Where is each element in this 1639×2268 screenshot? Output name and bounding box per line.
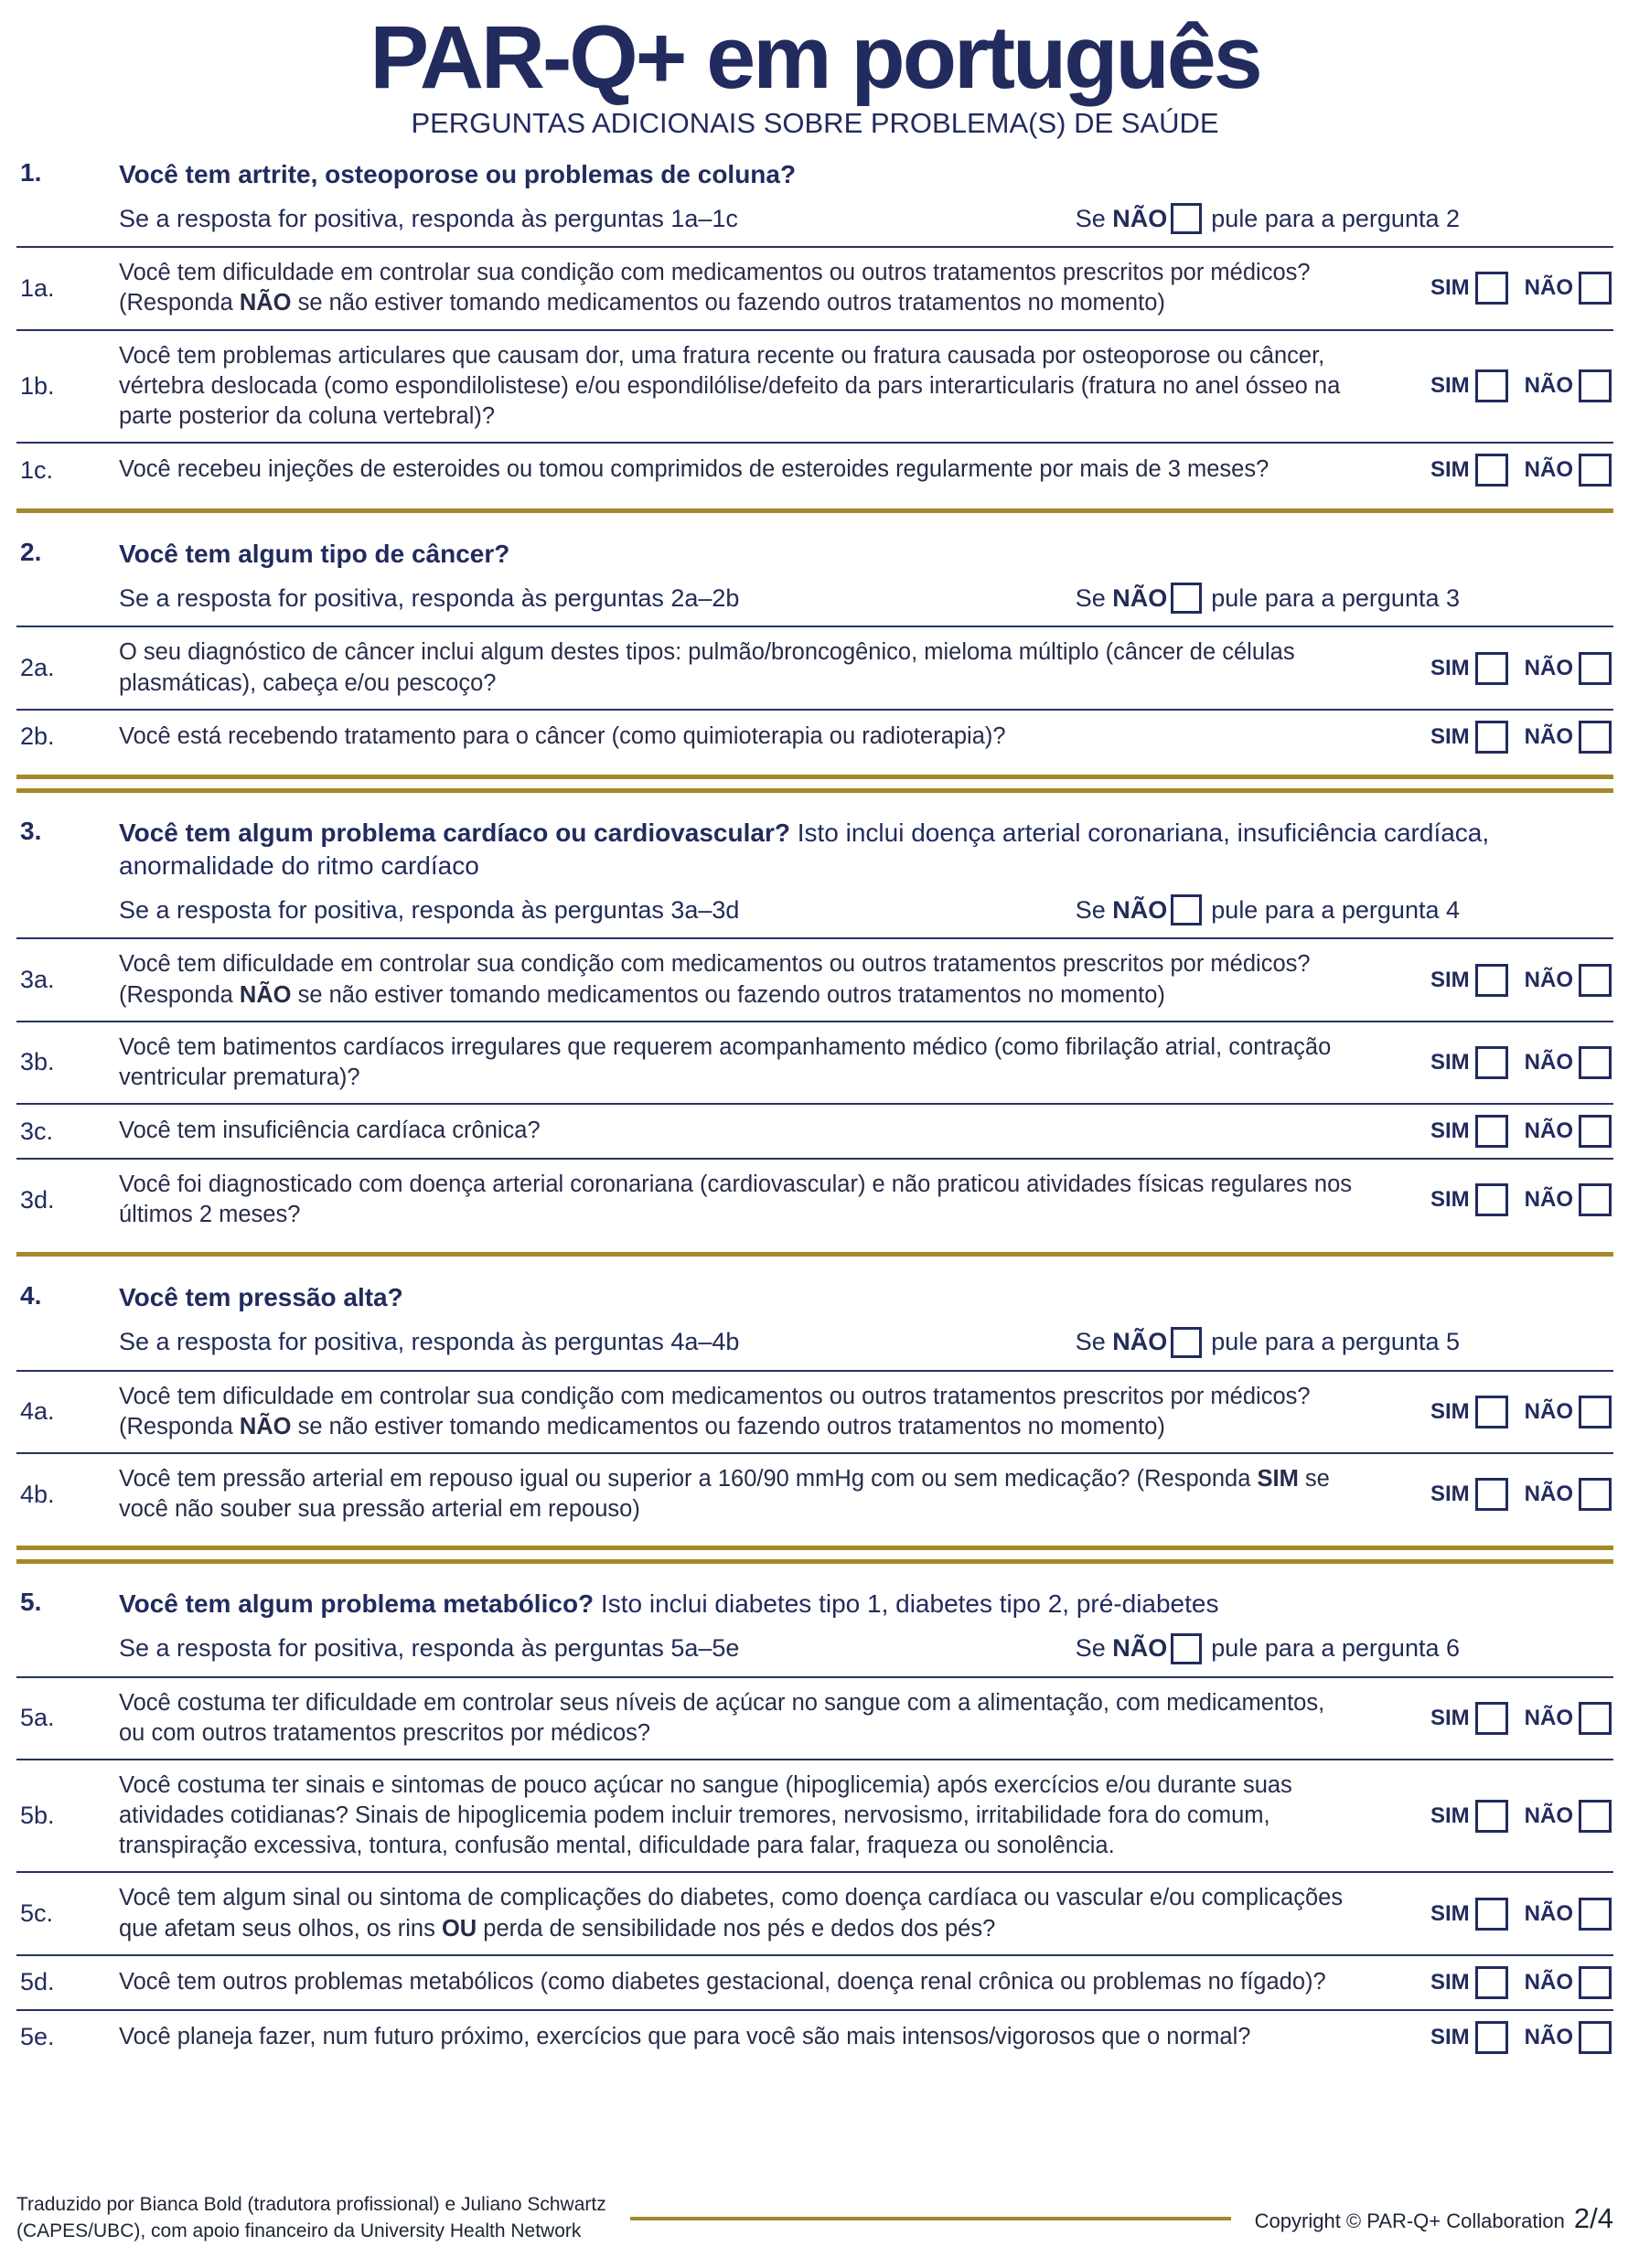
answer-cell xyxy=(1390,2021,1613,2054)
no-label: NÃO xyxy=(1524,373,1573,399)
gold-bar xyxy=(16,788,1613,793)
no-label: NÃO xyxy=(1524,1398,1573,1424)
skip-no-checkbox[interactable] xyxy=(1171,894,1202,925)
no-label: NÃO xyxy=(1524,967,1573,992)
translation-credit xyxy=(16,2192,606,2244)
no-label: NÃO xyxy=(1524,275,1573,301)
instruction-text: Se a resposta for positiva, responda às perguntas 2a–2b xyxy=(119,583,740,612)
skip-no-checkbox[interactable] xyxy=(1171,203,1202,234)
no-checkbox[interactable] xyxy=(1579,454,1612,487)
question-number: 5e. xyxy=(20,2023,55,2051)
answer-cell xyxy=(1390,1702,1613,1735)
copyright-text: Copyright © PAR-Q+ Collaboration xyxy=(1254,2209,1565,2232)
yes-label: SIM xyxy=(1430,1482,1470,1507)
section-title: Você tem algum problema metabólico? Isto inclui diabetes tipo 1, diabetes tipo 2, pré-diabetes xyxy=(119,1589,1219,1619)
skip-instruction xyxy=(1076,583,1460,614)
skip-lead: Se NÃO xyxy=(1075,204,1168,232)
no-label: NÃO xyxy=(1524,1900,1573,1926)
answer-cell xyxy=(1390,369,1613,402)
question-row xyxy=(16,1956,1613,2009)
yes-label: SIM xyxy=(1430,2024,1470,2049)
question-number: 3a. xyxy=(20,966,55,994)
answer-cell xyxy=(1390,1396,1613,1428)
section-title: Você tem algum problema cardíaco ou cardiovascular? Isto inclui doença arterial coronariana, insuficiência cardíaca, anormalidade do ritmo cardíaco xyxy=(119,818,1490,881)
skip-tail: pule para a pergunta 6 xyxy=(1211,1634,1460,1663)
yes-label: SIM xyxy=(1430,1900,1470,1926)
yes-checkbox[interactable] xyxy=(1475,964,1508,997)
answer-cell xyxy=(1390,1478,1613,1511)
instruction-text: Se a resposta for positiva, responda às perguntas 3a–3d xyxy=(119,895,740,924)
yes-label: SIM xyxy=(1430,655,1470,680)
yes-checkbox[interactable] xyxy=(1475,652,1508,685)
no-checkbox[interactable] xyxy=(1579,721,1612,754)
section-4 xyxy=(16,1268,1613,1535)
footer-gold-rule xyxy=(630,2217,1231,2220)
skip-tail: pule para a pergunta 4 xyxy=(1211,895,1460,924)
instruction-text: Se a resposta for positiva, responda às perguntas 1a–1c xyxy=(119,204,738,232)
no-checkbox[interactable] xyxy=(1579,964,1612,997)
yes-checkbox[interactable] xyxy=(1475,1478,1508,1511)
no-label: NÃO xyxy=(1524,1803,1573,1828)
section-1 xyxy=(16,145,1613,497)
gold-bar xyxy=(16,775,1613,779)
no-checkbox[interactable] xyxy=(1579,1046,1612,1079)
question-text: Você costuma ter sinais e sintomas de pouco açúcar no sangue (hipoglicemia) após exercícios e/ou durante suas atividades cotidianas? Sinais de hipoglicemia podem incluir tremores, nervosismo, irritabilidade fora do comum, transpiração excessiva, tontura, confusão mental, dificuldade para falar, fraqueza ou sonolência. xyxy=(119,1771,1292,1859)
translation-credit-line1: Traduzido por Bianca Bold (tradutora profissional) e Juliano Schwartz xyxy=(16,2194,606,2216)
question-text: Você foi diagnosticado com doença arterial coronariana (cardiovascular) e não praticou atividades físicas regulares nos últimos 2 meses? xyxy=(119,1171,1353,1228)
yes-label: SIM xyxy=(1430,373,1470,399)
section-title-rest: Isto inclui doença arterial coronariana, insuficiência cardíaca, anormalidade do ritmo cardíaco xyxy=(119,818,1490,881)
no-label: NÃO xyxy=(1524,457,1573,483)
question-number: 3d. xyxy=(20,1185,55,1214)
skip-instruction xyxy=(1076,894,1460,925)
page-title: PAR-Q+ em português xyxy=(370,7,1260,107)
question-row xyxy=(16,1160,1613,1240)
question-row xyxy=(16,939,1613,1020)
no-label: NÃO xyxy=(1524,1705,1573,1730)
yes-checkbox[interactable] xyxy=(1475,369,1508,402)
yes-checkbox[interactable] xyxy=(1475,1898,1508,1931)
question-number: 1c. xyxy=(20,455,54,484)
no-label: NÃO xyxy=(1524,723,1573,749)
instruction-text: Se a resposta for positiva, responda às perguntas 4a–4b xyxy=(119,1328,740,1356)
yes-checkbox[interactable] xyxy=(1475,721,1508,754)
skip-lead: Se NÃO xyxy=(1075,895,1168,924)
question-number: 5d. xyxy=(20,1968,55,1996)
section-number: 4. xyxy=(20,1281,42,1311)
section-divider-double xyxy=(16,775,1613,793)
answer-cell xyxy=(1390,652,1613,685)
yes-checkbox[interactable] xyxy=(1475,1115,1508,1148)
section-header xyxy=(16,525,1613,574)
yes-checkbox[interactable] xyxy=(1475,1800,1508,1833)
question-row xyxy=(16,1873,1613,1953)
question-text: Você tem dificuldade em controlar sua condição com medicamentos ou outros tratamentos prescritos por médicos? (Responda NÃO se não estiver tomando medicamentos ou fazendo outros tratamentos no momento) xyxy=(119,1383,1311,1439)
no-checkbox[interactable] xyxy=(1579,1702,1612,1735)
skip-lead: Se NÃO xyxy=(1075,1328,1168,1356)
yes-checkbox[interactable] xyxy=(1475,272,1508,305)
question-text: Você tem dificuldade em controlar sua condição com medicamentos ou outros tratamentos prescritos por médicos? (Responda NÃO se não estiver tomando medicamentos ou fazendo outros tratamentos no momento) xyxy=(119,260,1311,316)
question-row xyxy=(16,444,1613,497)
skip-lead: Se NÃO xyxy=(1075,583,1168,612)
page-number: 2/4 xyxy=(1573,2201,1613,2234)
question-number: 1b. xyxy=(20,371,55,400)
no-checkbox[interactable] xyxy=(1579,1183,1612,1216)
section-divider xyxy=(16,1252,1613,1257)
skip-tail: pule para a pergunta 3 xyxy=(1211,583,1460,612)
skip-tail: pule para a pergunta 2 xyxy=(1211,204,1460,232)
instruction-row xyxy=(16,195,1613,246)
question-number: 5b. xyxy=(20,1802,55,1830)
yes-checkbox[interactable] xyxy=(1475,454,1508,487)
yes-label: SIM xyxy=(1430,275,1470,301)
answer-cell xyxy=(1390,1898,1613,1931)
question-text: Você tem outros problemas metabólicos (como diabetes gestacional, doença renal crônica ou problemas no fígado)? xyxy=(119,1969,1326,1995)
question-text: Você recebeu injeções de esteroides ou tomou comprimidos de esteroides regularmente por mais de 3 meses? xyxy=(119,456,1269,483)
no-checkbox[interactable] xyxy=(1579,1966,1612,1999)
question-number: 2b. xyxy=(20,722,55,751)
footer xyxy=(16,2174,1613,2244)
no-checkbox[interactable] xyxy=(1579,652,1612,685)
question-number: 5c. xyxy=(20,1899,54,1928)
section-3 xyxy=(16,804,1613,1241)
skip-instruction xyxy=(1076,1633,1460,1664)
yes-label: SIM xyxy=(1430,723,1470,749)
yes-label: SIM xyxy=(1430,967,1470,992)
yes-label: SIM xyxy=(1430,1118,1470,1144)
skip-no-checkbox[interactable] xyxy=(1171,1633,1202,1664)
no-label: NÃO xyxy=(1524,1187,1573,1213)
instruction-row xyxy=(16,1319,1613,1370)
question-text: O seu diagnóstico de câncer inclui algum destes tipos: pulmão/broncogênico, mieloma múltiplo (câncer de células plasmáticas), cabeça e/ou pescoço? xyxy=(119,639,1295,696)
section-2 xyxy=(16,525,1613,764)
no-checkbox[interactable] xyxy=(1579,2021,1612,2054)
no-checkbox[interactable] xyxy=(1579,369,1612,402)
section-number: 3. xyxy=(20,816,42,845)
question-number: 3b. xyxy=(20,1048,55,1076)
question-row xyxy=(16,627,1613,708)
no-checkbox[interactable] xyxy=(1579,1800,1612,1833)
section-title: Você tem algum tipo de câncer? xyxy=(119,540,510,569)
question-row xyxy=(16,1678,1613,1759)
skip-lead: Se NÃO xyxy=(1075,1634,1168,1663)
no-checkbox[interactable] xyxy=(1579,1478,1612,1511)
gold-bar xyxy=(16,1546,1613,1550)
skip-instruction xyxy=(1076,1327,1460,1358)
translation-credit-line2: (CAPES/UBC), com apoio financeiro da University Health Network xyxy=(16,2220,582,2241)
no-checkbox[interactable] xyxy=(1579,1396,1612,1428)
page-subtitle: PERGUNTAS ADICIONAIS SOBRE PROBLEMA(S) DE SAÚDE xyxy=(411,106,1219,139)
section-header xyxy=(16,804,1613,887)
section-number: 5. xyxy=(20,1588,42,1617)
question-row xyxy=(16,1760,1613,1871)
question-row xyxy=(16,2011,1613,2064)
question-text: Você planeja fazer, num futuro próximo, exercícios que para você são mais intensos/vigorosos que o normal? xyxy=(119,2024,1251,2050)
question-row xyxy=(16,248,1613,328)
yes-label: SIM xyxy=(1430,1803,1470,1828)
section-number: 2. xyxy=(20,538,42,567)
yes-label: SIM xyxy=(1430,457,1470,483)
yes-checkbox[interactable] xyxy=(1475,1046,1508,1079)
question-text: Você tem problemas articulares que causam dor, uma fratura recente ou fratura causada por osteoporose ou câncer, vértebra deslocada (como espondilolistese) e/ou espondilólise/defeito da pars interarticularis (fratura no anel ósseo na parte posterior da coluna vertebral)? xyxy=(119,342,1341,429)
yes-label: SIM xyxy=(1430,1969,1470,1995)
question-text: Você tem algum sinal ou sintoma de complicações do diabetes, como doença cardíaca ou vascular e/ou complicações que afetam seus olhos, os rins OU perda de sensibilidade nos pés e dedos dos pés? xyxy=(119,1885,1344,1942)
question-text: Você tem dificuldade em controlar sua condição com medicamentos ou outros tratamentos prescritos por médicos? (Responda NÃO se não estiver tomando medicamentos ou fazendo outros tratamentos no momento) xyxy=(119,951,1311,1008)
question-row xyxy=(16,331,1613,442)
skip-tail: pule para a pergunta 5 xyxy=(1211,1328,1460,1356)
answer-cell xyxy=(1390,1800,1613,1833)
no-checkbox[interactable] xyxy=(1579,272,1612,305)
yes-checkbox[interactable] xyxy=(1475,1183,1508,1216)
answer-cell xyxy=(1390,1115,1613,1148)
section-header xyxy=(16,1575,1613,1624)
section-header xyxy=(16,145,1613,195)
footer-copyright-block xyxy=(1255,2202,1613,2235)
question-number: 5a. xyxy=(20,1704,55,1732)
no-label: NÃO xyxy=(1524,655,1573,680)
section-title-rest: Isto inclui diabetes tipo 1, diabetes tipo 2, pré-diabetes xyxy=(594,1589,1219,1619)
instruction-row xyxy=(16,886,1613,937)
section-title: Você tem pressão alta? xyxy=(119,1283,403,1312)
question-text: Você tem pressão arterial em repouso igual ou superior a 160/90 mmHg com ou sem medicação? (Responda SIM se você não souber sua pressão arterial em repouso) xyxy=(119,1466,1330,1523)
answer-cell xyxy=(1390,1183,1613,1216)
no-label: NÃO xyxy=(1524,1049,1573,1075)
instruction-row xyxy=(16,574,1613,626)
instruction-text: Se a resposta for positiva, responda às perguntas 5a–5e xyxy=(119,1634,740,1663)
question-row xyxy=(16,711,1613,764)
skip-no-checkbox[interactable] xyxy=(1171,1327,1202,1358)
sections xyxy=(16,145,1613,2064)
question-row xyxy=(16,1105,1613,1158)
question-text: Você está recebendo tratamento para o câncer (como quimioterapia ou radioterapia)? xyxy=(119,723,1006,750)
no-checkbox[interactable] xyxy=(1579,1898,1612,1931)
answer-cell xyxy=(1390,1966,1613,1999)
answer-cell xyxy=(1390,964,1613,997)
gold-bar xyxy=(16,1559,1613,1564)
skip-instruction xyxy=(1076,203,1460,234)
no-label: NÃO xyxy=(1524,2024,1573,2049)
yes-checkbox[interactable] xyxy=(1475,1702,1508,1735)
yes-label: SIM xyxy=(1430,1049,1470,1075)
yes-checkbox[interactable] xyxy=(1475,1396,1508,1428)
skip-no-checkbox[interactable] xyxy=(1171,583,1202,614)
question-row xyxy=(16,1372,1613,1452)
question-number: 3c. xyxy=(20,1117,54,1145)
question-text: Você costuma ter dificuldade em controlar seus níveis de açúcar no sangue com a alimentação, com medicamentos, ou com outros tratamentos prescritos por médicos? xyxy=(119,1689,1325,1746)
yes-checkbox[interactable] xyxy=(1475,2021,1508,2054)
no-label: NÃO xyxy=(1524,1482,1573,1507)
question-number: 4a. xyxy=(20,1397,55,1426)
section-5 xyxy=(16,1575,1613,2063)
no-label: NÃO xyxy=(1524,1969,1573,1995)
yes-label: SIM xyxy=(1430,1187,1470,1213)
question-number: 2a. xyxy=(20,654,55,682)
section-header xyxy=(16,1268,1613,1318)
answer-cell xyxy=(1390,721,1613,754)
no-label: NÃO xyxy=(1524,1118,1573,1144)
no-checkbox[interactable] xyxy=(1579,1115,1612,1148)
yes-label: SIM xyxy=(1430,1398,1470,1424)
answer-cell xyxy=(1390,272,1613,305)
section-title: Você tem artrite, osteoporose ou problemas de coluna? xyxy=(119,159,797,188)
yes-label: SIM xyxy=(1430,1705,1470,1730)
question-text: Você tem insuficiência cardíaca crônica? xyxy=(119,1118,541,1144)
question-number: 1a. xyxy=(20,273,55,302)
section-divider-double xyxy=(16,1546,1613,1564)
question-row xyxy=(16,1022,1613,1103)
question-row xyxy=(16,1454,1613,1535)
question-text: Você tem batimentos cardíacos irregulares que requerem acompanhamento médico (como fibrilação atrial, contração ventricular prematura)? xyxy=(119,1033,1332,1090)
yes-checkbox[interactable] xyxy=(1475,1966,1508,1999)
question-number: 4b. xyxy=(20,1480,55,1508)
answer-cell xyxy=(1390,1046,1613,1079)
section-number: 1. xyxy=(20,157,42,187)
instruction-row xyxy=(16,1625,1613,1676)
answer-cell xyxy=(1390,454,1613,487)
section-divider xyxy=(16,508,1613,513)
